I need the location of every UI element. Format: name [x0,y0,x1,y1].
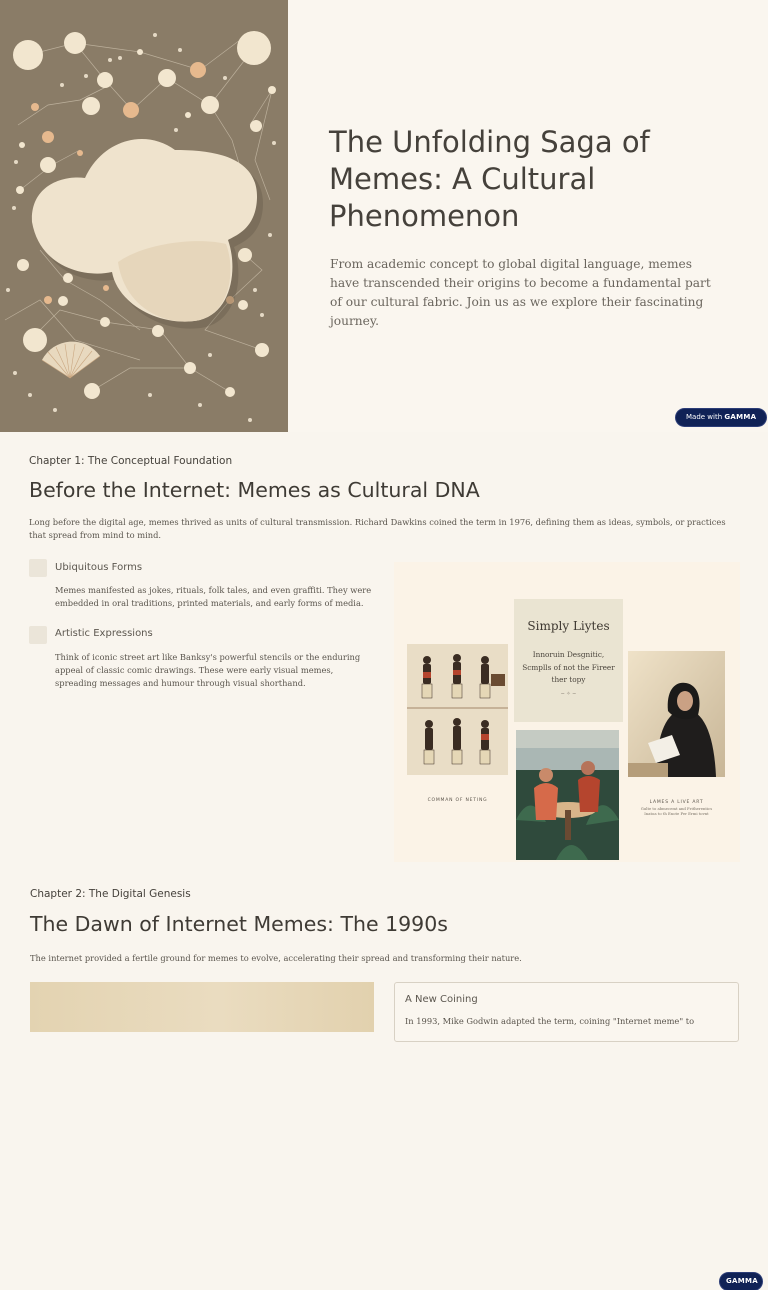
slide-intro: Long before the digital age, memes thrived as units of cultural transmission. Richard Dawkins coined the term in 1976, defining them as ideas, symbols, or practices that spread from mind to mind. [29,517,726,540]
woman-reading-illustration [628,651,725,777]
hero-illustration [0,0,288,432]
slide-intro: The internet provided a fertile ground for memes to evolve, accelerating their spread and transforming their nature. [30,953,522,963]
slide-heading: The Dawn of Internet Memes: The 1990s [30,912,448,936]
info-card [394,982,739,1042]
feature-text: Think of iconic street art like Banksy's powerful stencils or the enduring appeal of classic comic drawings. These were early visual memes, spreading messages and humour through visual shorthand. [55,652,361,688]
feature-icon-box [29,626,47,644]
slide-heading: Before the Internet: Memes as Cultural DNA [29,478,480,502]
collage-subcaption-right: Gulte to abmecemt and Fritherentics Inatoa to th Enote Fer Ermi tovnt [640,806,713,816]
illustrated-cafe-panel [516,730,619,860]
woman-reading-photo [628,651,725,777]
feature-title: Ubiquitous Forms [55,562,143,573]
egyptian-art-panel [407,644,508,775]
chapter-label: Chapter 2: The Digital Genesis [30,888,191,900]
panel-subtitle: Innoruin Desgnitic, Scmplls of not the Fireer ther topy [522,650,615,684]
gamma-logo-text: GAMMA [726,1277,759,1285]
card-title: A New Coining [405,994,478,1005]
feature-text: Memes manifested as jokes, rituals, folk tales, and even graffiti. They were embedded in oral traditions, printed materials, and early forms of media. [55,585,372,608]
feature-title: Artistic Expressions [55,628,153,639]
chapter-label: Chapter 1: The Conceptual Foundation [29,455,233,467]
presentation-subtitle: From academic concept to global digital language, memes have transcended their origins to become a fundamental part of our cultural fabric. Join us as we explore their fascinating journey. [330,257,711,328]
card-text: In 1993, Mike Godwin adapted the term, coining "Internet meme" to [405,1016,695,1026]
panel-title: Simply Liytes [527,619,610,633]
collage-caption-right: LAMES A LIVE ART [649,800,704,805]
title-slide [0,0,768,432]
people-at-table-illustration [516,730,619,860]
panel-ornament: ~ ✧ ~ [560,691,577,697]
meme-collage-image [394,562,740,862]
feature-icon-box [29,559,47,577]
badge-prefix: Made with [686,413,725,421]
made-with-gamma-badge[interactable] [720,1273,762,1290]
slide-image [30,982,374,1032]
made-with-gamma-badge[interactable] [676,409,766,426]
collage-caption-left: COMMAN OF NETING [427,798,488,803]
egyptian-figures-illustration [407,644,508,775]
simply-liytes-panel [514,599,623,722]
abstract-network-illustration [0,0,288,432]
chapter-2-slide [0,864,768,1024]
presentation-title: The Unfolding Saga of Memes: A Cultural Phenomenon [329,125,650,233]
gamma-logo-text: GAMMA [724,413,757,421]
